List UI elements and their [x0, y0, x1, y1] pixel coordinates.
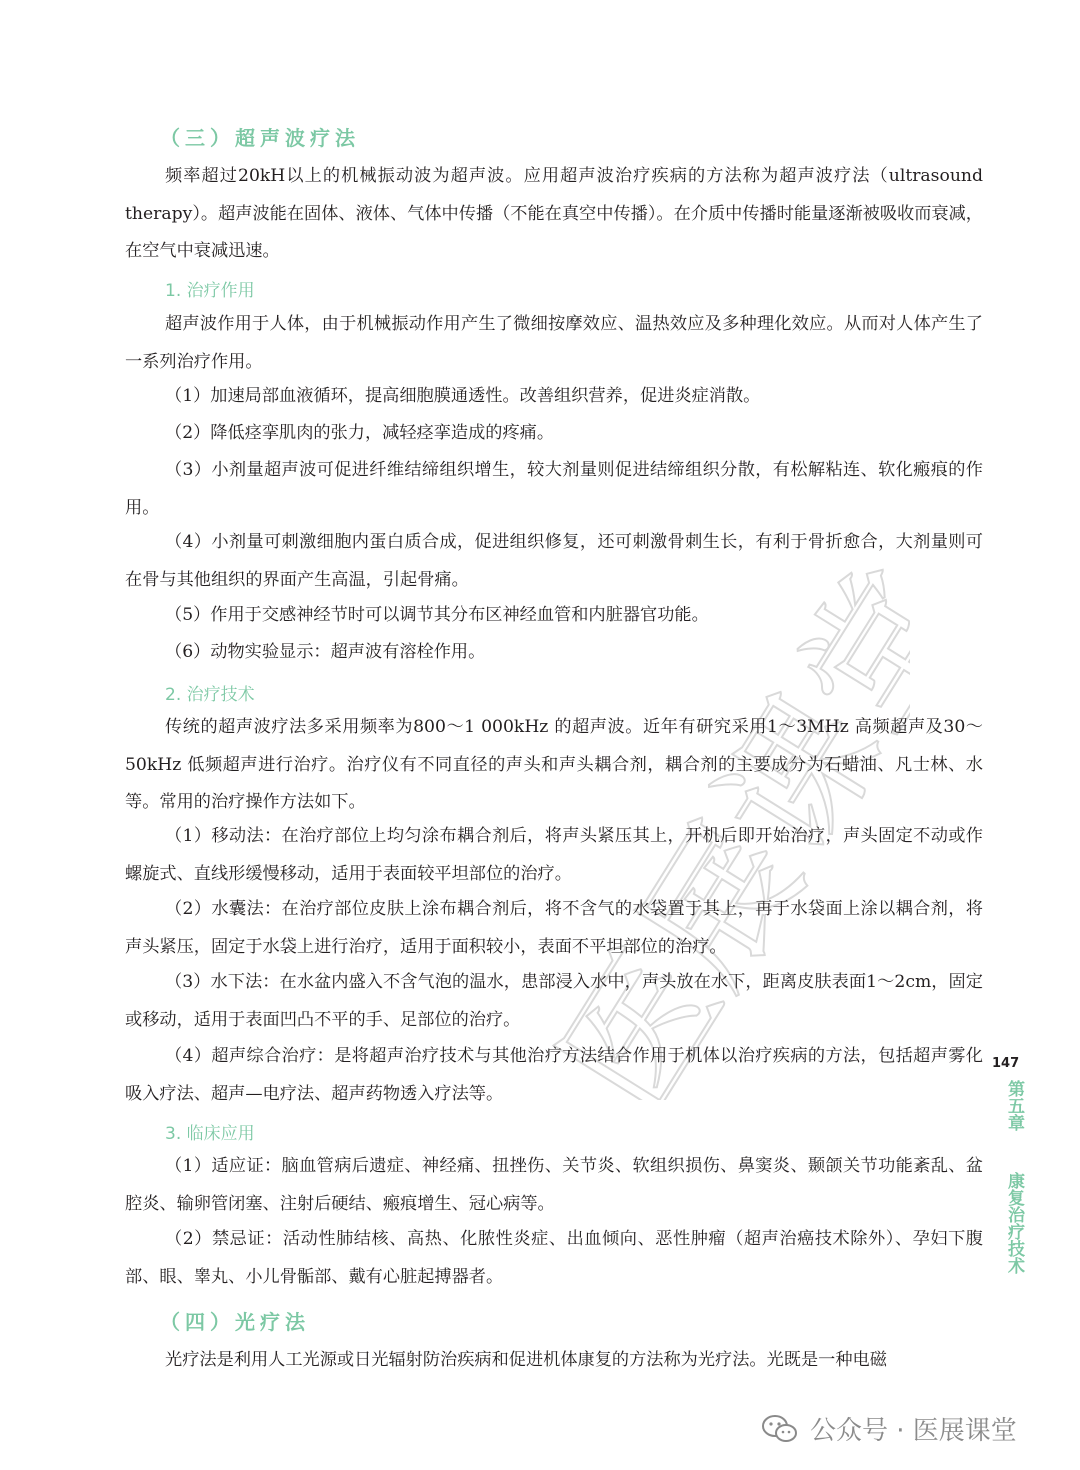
technique-item-2: （2）水囊法：在治疗部位皮肤上涂布耦合剂后，将不含气的水袋置于其上，再于水袋面上涂以耦合剂，将声头紧压，固定于水袋上进行治疗，适用于面积较小，表面不平坦部位的治疗。 — [125, 899, 983, 957]
technique-item-1: （1）移动法：在治疗部位上均匀涂布耦合剂后，将声头紧压其上，开机后即开始治疗，声头固定不动或作螺旋式、直线形缓慢移动，适用于表面较平坦部位的治疗。 — [125, 826, 983, 884]
clinical-title: 3. 临床应用 — [165, 1124, 255, 1144]
watermark-text: 医展课堂 — [528, 540, 910, 1100]
clinical-item-1: （1）适应证：脑血管病后遗症、神经痛、扭挫伤、关节炎、软组织损伤、鼻窦炎、颞颌关节功能紊乱、盆腔炎、输卵管闭塞、注射后硬结、瘢痕增生、冠心病等。 — [125, 1156, 983, 1214]
effects-intro: 超声波作用于人体，由于机械振动作用产生了微细按摩效应、温热效应及多种理化效应。从而对人体产生了一系列治疗作用。 — [125, 314, 983, 372]
technique-intro: 传统的超声波疗法多采用频率为800～1 000kHz 的超声波。近年有研究采用1～3MHz 高频超声及30～50kHz 低频超声进行治疗。治疗仪有不同直径的声头和声头耦合剂，耦合剂的主要成分为石蜡油、凡士林、水等。常用的治疗操作方法如下。 — [125, 717, 983, 812]
wechat-icon — [762, 1414, 798, 1444]
technique-item-3: （3）水下法：在水盆内盛入不含气泡的温水，患部浸入水中，声头放在水下，距离皮肤表面1～2cm，固定或移动，适用于表面凹凸不平的手、足部位的治疗。 — [125, 972, 983, 1030]
page-number: 147 — [992, 1056, 1020, 1071]
side-tab-chapter: 第五章 — [1004, 1080, 1024, 1131]
technique-title: 2. 治疗技术 — [165, 685, 255, 705]
effects-item-1: （1）加速局部血液循环，提高细胞膜通透性。改善组织营养，促进炎症消散。 — [165, 386, 761, 406]
effects-item-6: （6）动物实验显示：超声波有溶栓作用。 — [165, 642, 486, 662]
side-tab-subject: 康复治疗技术 — [1004, 1172, 1024, 1274]
effects-item-2: （2）降低痉挛肌肉的张力，减轻痉挛造成的疼痛。 — [165, 423, 555, 443]
section-4-intro: 光疗法是利用人工光源或日光辐射防治疾病和促进机体康复的方法称为光疗法。光既是一种电磁 — [165, 1350, 887, 1370]
effects-title: 1. 治疗作用 — [165, 281, 255, 301]
effects-item-4: （4）小剂量可刺激细胞内蛋白质合成，促进组织修复，还可刺激骨刺生长，有利于骨折愈合，大剂量则可在骨与其他组织的界面产生高温，引起骨痛。 — [125, 532, 983, 590]
section-3-intro: 频率超过20kH以上的机械振动波为超声波。应用超声波治疗疾病的方法称为超声波疗法（ultrasound therapy）。超声波能在固体、液体、气体中传播（不能在真空中传播）。在介质中传播时能量逐渐被吸收而衰减，在空气中衰减迅速。 — [125, 166, 983, 261]
effects-item-3: （3）小剂量超声波可促进纤维结缔组织增生，较大剂量则促进结缔组织分散，有松解粘连、软化瘢痕的作用。 — [125, 460, 983, 518]
clinical-item-2: （2）禁忌证：活动性肺结核、高热、化脓性炎症、出血倾向、恶性肿瘤（超声治癌技术除外）、孕妇下腹部、眼、睾丸、小儿骨骺部、戴有心脏起搏器者。 — [125, 1229, 983, 1287]
section-4-title: （四）光疗法 — [160, 1310, 310, 1334]
effects-item-5: （5）作用于交感神经节时可以调节其分布区神经血管和内脏器官功能。 — [165, 605, 709, 625]
footer-text: 公众号 · 医展课堂 — [810, 1416, 1017, 1446]
technique-item-4: （4）超声综合治疗：是将超声治疗技术与其他治疗方法结合作用于机体以治疗疾病的方法，包括超声雾化吸入疗法、超声—电疗法、超声药物透入疗法等。 — [125, 1046, 983, 1104]
section-3-title: （三）超声波疗法 — [160, 126, 360, 150]
footer-watermark — [762, 1410, 1017, 1447]
